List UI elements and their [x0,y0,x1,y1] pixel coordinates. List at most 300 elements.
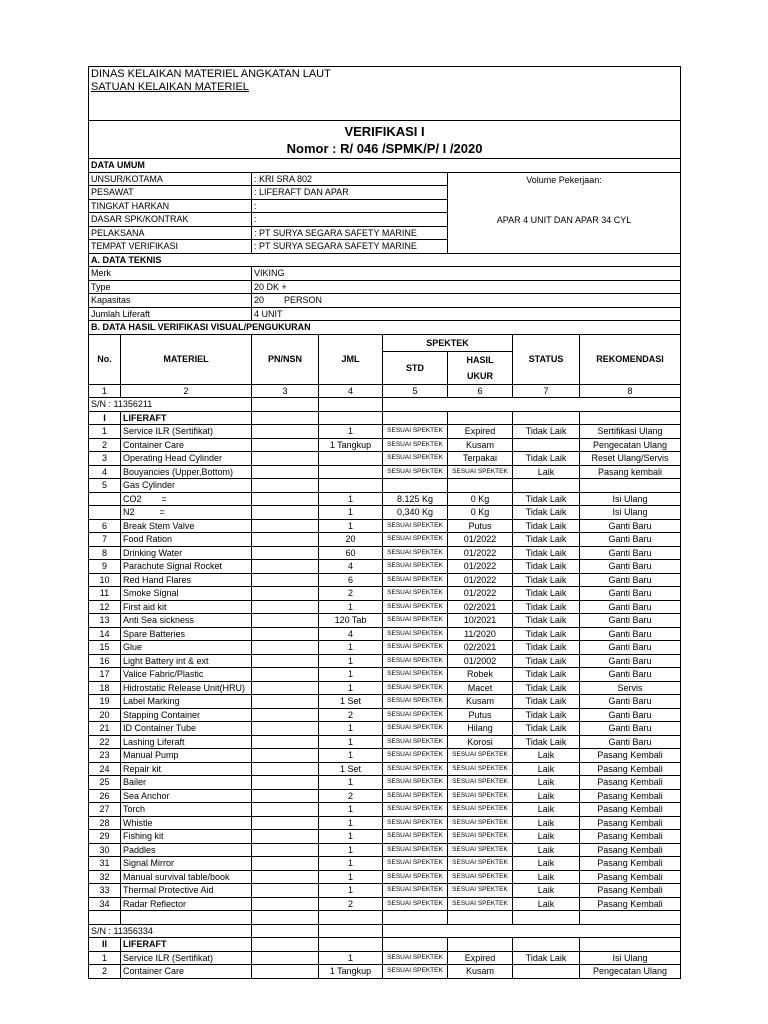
item-rekomendasi: Ganti Baru [580,735,681,749]
item-pnnsn [252,735,319,749]
item-status: Tidak Laik [513,425,580,439]
item-hasil: SESUAI SPEKTEK [448,803,513,817]
table-row [89,897,681,911]
item-materiel: Lashing Liferaft [121,735,252,749]
item-materiel: N2 = [121,506,252,520]
item-status: Tidak Laik [513,519,580,533]
item-status: Tidak Laik [513,695,580,709]
empty-cell [319,411,383,425]
item-no: 2 [89,965,121,979]
item-rekomendasi: Ganti Baru [580,587,681,601]
col-number: 8 [580,384,681,398]
table-row [89,614,681,628]
item-jml: 4 [319,560,383,574]
item-hasil: Expired [448,425,513,439]
item-jml: 2 [319,789,383,803]
item-jml: 1 [319,816,383,830]
data-umum-label: PESAWAT [89,186,252,200]
data-teknis-row [89,294,681,308]
section-data-umum: DATA UMUM [89,159,681,173]
item-no: 28 [89,816,121,830]
item-std: SESUAI SPEKTEK [383,519,448,533]
item-no: 5 [89,479,121,493]
data-teknis-label: Kapasitas [89,294,252,308]
item-std: SESUAI SPEKTEK [383,573,448,587]
item-no: 13 [89,614,121,628]
empty-cell [252,411,319,425]
item-pnnsn [252,762,319,776]
item-no: 11 [89,587,121,601]
item-std: SESUAI SPEKTEK [383,762,448,776]
empty-cell [383,911,448,925]
item-no: 4 [89,465,121,479]
empty-cell [513,411,580,425]
item-std: SESUAI SPEKTEK [383,843,448,857]
item-no: 24 [89,762,121,776]
section-hasil: B. DATA HASIL VERIFIKASI VISUAL/PENGUKURAN [89,321,681,335]
item-rekomendasi: Ganti Baru [580,641,681,655]
empty-cell [580,911,681,925]
item-status: Laik [513,884,580,898]
table-row [89,654,681,668]
item-hasil: Putus [448,519,513,533]
empty-cell [319,924,383,938]
item-materiel: Thermal Protective Aid [121,884,252,898]
item-pnnsn [252,452,319,466]
table-row [89,735,681,749]
group-heading-row [89,938,681,952]
item-jml: 1 [319,951,383,965]
data-umum-row [89,172,681,186]
item-no: 19 [89,695,121,709]
table-row [89,641,681,655]
item-materiel: Label Marking [121,695,252,709]
item-rekomendasi: Ganti Baru [580,722,681,736]
item-rekomendasi: Isi Ulang [580,506,681,520]
item-materiel: Hidrostatic Release Unit(HRU) [121,681,252,695]
item-hasil: 11/2020 [448,627,513,641]
table-row [89,803,681,817]
item-jml: 1 [319,722,383,736]
item-rekomendasi: Pasang Kembali [580,870,681,884]
item-std: SESUAI SPEKTEK [383,951,448,965]
item-no: 15 [89,641,121,655]
item-materiel: Red Hand Flares [121,573,252,587]
item-hasil: 01/2002 [448,654,513,668]
table-row [89,816,681,830]
col-hasil-header: HASIL [448,351,513,368]
item-jml: 1 Set [319,762,383,776]
item-no: 6 [89,519,121,533]
item-hasil [448,479,513,493]
empty-cell [513,938,580,952]
item-hasil: Putus [448,708,513,722]
item-pnnsn [252,533,319,547]
column-header-row [89,334,681,351]
item-pnnsn [252,560,319,574]
item-rekomendasi: Pasang Kembali [580,762,681,776]
org-line-1: DINAS KELAIKAN MATERIEL ANGKATAN LAUT [91,68,331,80]
table-row [89,465,681,479]
data-teknis-value: VIKING [252,267,681,281]
item-rekomendasi: Ganti Baru [580,708,681,722]
item-std: SESUAI SPEKTEK [383,830,448,844]
col-no-header: No. [89,334,121,384]
data-umum-value: : LIFERAFT DAN APAR [252,186,448,200]
data-umum-value: : PT SURYA SEGARA SAFETY MARINE [252,226,448,240]
item-pnnsn [252,668,319,682]
item-hasil: SESUAI SPEKTEK [448,830,513,844]
item-no: 1 [89,951,121,965]
table-row [89,519,681,533]
item-rekomendasi: Ganti Baru [580,654,681,668]
item-std: SESUAI SPEKTEK [383,452,448,466]
item-pnnsn [252,695,319,709]
serial-number-row [89,924,681,938]
item-status: Laik [513,830,580,844]
col-number: 1 [89,384,121,398]
item-hasil: SESUAI SPEKTEK [448,870,513,884]
item-materiel: Smoke Signal [121,587,252,601]
table-row [89,668,681,682]
item-status: Tidak Laik [513,654,580,668]
item-no: 33 [89,884,121,898]
item-status: Tidak Laik [513,681,580,695]
col-spektek-header: SPEKTEK [383,334,513,351]
item-std: SESUAI SPEKTEK [383,857,448,871]
item-status: Tidak Laik [513,492,580,506]
item-status: Laik [513,897,580,911]
serial-number: S/N : 11356211 [89,398,252,412]
item-rekomendasi: Pasang Kembali [580,803,681,817]
empty-cell [89,911,121,925]
item-no: 27 [89,803,121,817]
data-teknis-value: 20 DK + [252,280,681,294]
col-ukur-header: UKUR [448,368,513,385]
item-std: SESUAI SPEKTEK [383,722,448,736]
item-std: SESUAI SPEKTEK [383,816,448,830]
empty-cell [319,911,383,925]
table-row [89,627,681,641]
item-materiel: Valice Fabric/Plastic [121,668,252,682]
item-status: Tidak Laik [513,452,580,466]
item-pnnsn [252,479,319,493]
item-jml: 1 [319,600,383,614]
item-materiel: Whistle [121,816,252,830]
item-no: 14 [89,627,121,641]
item-hasil: 0 Kg [448,506,513,520]
group-roman-numeral: I [89,411,121,425]
item-jml: 1 [319,506,383,520]
item-jml [319,465,383,479]
item-std: SESUAI SPEKTEK [383,681,448,695]
item-status: Tidak Laik [513,627,580,641]
item-jml: 1 [319,654,383,668]
table-row [89,789,681,803]
item-no: 22 [89,735,121,749]
item-status: Tidak Laik [513,573,580,587]
document-title: VERIFIKASI I [344,124,425,139]
data-umum-value: : KRI SRA 802 [252,172,448,186]
item-materiel: Parachute Signal Rocket [121,560,252,574]
item-no: 16 [89,654,121,668]
col-materiel-header: MATERIEL [121,334,252,384]
item-status: Tidak Laik [513,560,580,574]
item-no: 17 [89,668,121,682]
empty-cell [383,924,681,938]
item-pnnsn [252,425,319,439]
item-jml [319,479,383,493]
empty-cell [383,411,448,425]
item-jml: 1 Tangkup [319,438,383,452]
item-rekomendasi: Pasang Kembali [580,776,681,790]
table-row [89,533,681,547]
item-status: Tidak Laik [513,668,580,682]
spacer-row [89,911,681,925]
item-rekomendasi: Pasang Kembali [580,843,681,857]
item-materiel: Glue [121,641,252,655]
col-number: 4 [319,384,383,398]
item-materiel: Manual Pump [121,749,252,763]
item-status: Tidak Laik [513,641,580,655]
item-hasil: Expired [448,951,513,965]
item-materiel: ID Container Tube [121,722,252,736]
item-rekomendasi: Pasang Kembali [580,857,681,871]
item-pnnsn [252,803,319,817]
table-row [89,884,681,898]
item-hasil: Robek [448,668,513,682]
item-hasil: 02/2021 [448,641,513,655]
item-jml: 1 [319,425,383,439]
item-hasil: 0 Kg [448,492,513,506]
item-no: 18 [89,681,121,695]
item-jml: 2 [319,897,383,911]
item-materiel: Light Battery int & ext [121,654,252,668]
item-rekomendasi: Ganti Baru [580,519,681,533]
col-number: 7 [513,384,580,398]
item-jml: 1 [319,803,383,817]
item-no: 34 [89,897,121,911]
item-no: 1 [89,425,121,439]
data-umum-value: : [252,199,448,213]
col-number: 3 [252,384,319,398]
item-no [89,506,121,520]
item-pnnsn [252,627,319,641]
item-rekomendasi: Ganti Baru [580,573,681,587]
item-pnnsn [252,830,319,844]
item-pnnsn [252,546,319,560]
verification-sheet [88,66,680,979]
item-status: Tidak Laik [513,735,580,749]
data-umum-value: : [252,213,448,227]
item-pnnsn [252,654,319,668]
empty-cell [252,938,319,952]
data-teknis-label: Merk [89,267,252,281]
item-std: SESUAI SPEKTEK [383,641,448,655]
empty-cell [121,911,252,925]
item-materiel: Signal Mirror [121,857,252,871]
item-no: 26 [89,789,121,803]
item-status: Tidak Laik [513,506,580,520]
group-name: LIFERAFT [121,411,252,425]
serial-number-row [89,398,681,412]
item-std: SESUAI SPEKTEK [383,560,448,574]
item-pnnsn [252,722,319,736]
item-no: 23 [89,749,121,763]
table-row [89,587,681,601]
item-no: 9 [89,560,121,574]
item-status: Tidak Laik [513,614,580,628]
item-materiel: Fishing kit [121,830,252,844]
data-umum-value: : PT SURYA SEGARA SAFETY MARINE [252,240,448,254]
item-std: SESUAI SPEKTEK [383,870,448,884]
item-std: SESUAI SPEKTEK [383,668,448,682]
item-no: 32 [89,870,121,884]
item-rekomendasi [580,479,681,493]
item-pnnsn [252,641,319,655]
item-status: Tidak Laik [513,587,580,601]
item-hasil: Kusam [448,965,513,979]
table-row [89,479,681,493]
item-rekomendasi: Isi Ulang [580,492,681,506]
item-pnnsn [252,614,319,628]
table-row [89,708,681,722]
item-jml: 60 [319,546,383,560]
verification-table [88,66,681,979]
item-rekomendasi: Pasang Kembali [580,749,681,763]
item-no: 29 [89,830,121,844]
item-status: Tidak Laik [513,546,580,560]
item-jml: 120 Tab [319,614,383,628]
item-pnnsn [252,438,319,452]
item-pnnsn [252,951,319,965]
item-std: SESUAI SPEKTEK [383,803,448,817]
item-std: SESUAI SPEKTEK [383,627,448,641]
item-hasil: Terpakai [448,452,513,466]
item-status: Tidak Laik [513,951,580,965]
item-hasil: 01/2022 [448,546,513,560]
volume-value: APAR 4 UNIT DAN APAR 34 CYL [496,214,632,225]
item-jml: 6 [319,573,383,587]
item-pnnsn [252,587,319,601]
item-pnnsn [252,749,319,763]
empty-cell [448,938,513,952]
item-jml: 2 [319,708,383,722]
col-rekomendasi-header: REKOMENDASI [580,334,681,384]
item-rekomendasi: Ganti Baru [580,668,681,682]
empty-cell [252,911,319,925]
table-row [89,492,681,506]
table-row [89,438,681,452]
data-teknis-value: 4 UNIT [252,307,681,321]
item-status: Laik [513,870,580,884]
item-pnnsn [252,573,319,587]
item-std: SESUAI SPEKTEK [383,533,448,547]
col-number: 6 [448,384,513,398]
item-materiel: Sea Anchor [121,789,252,803]
org-line-2: SATUAN KELAIKAN MATERIEL [91,81,249,93]
data-teknis-value: 20 PERSON [252,294,681,308]
item-hasil: 02/2021 [448,600,513,614]
item-jml: 1 [319,843,383,857]
item-std: SESUAI SPEKTEK [383,789,448,803]
item-std: SESUAI SPEKTEK [383,465,448,479]
item-status: Laik [513,816,580,830]
item-materiel: Anti Sea sickness [121,614,252,628]
col-pnnsn-header: PN/NSN [252,334,319,384]
item-no: 12 [89,600,121,614]
group-roman-numeral: II [89,938,121,952]
item-status: Laik [513,465,580,479]
item-status: Laik [513,843,580,857]
item-status: Tidak Laik [513,722,580,736]
item-no: 7 [89,533,121,547]
item-pnnsn [252,506,319,520]
item-hasil: 01/2022 [448,560,513,574]
item-jml: 1 [319,870,383,884]
data-teknis-label: Jumlah Liferaft [89,307,252,321]
item-materiel: Food Ration [121,533,252,547]
item-no: 30 [89,843,121,857]
data-umum-label: TINGKAT HARKAN [89,199,252,213]
item-materiel: Torch [121,803,252,817]
item-pnnsn [252,681,319,695]
item-hasil: SESUAI SPEKTEK [448,884,513,898]
empty-cell [252,398,319,412]
item-materiel: Bailer [121,776,252,790]
item-std: SESUAI SPEKTEK [383,546,448,560]
volume-label: Volume Pekerjaan: [526,174,602,185]
item-jml: 1 Set [319,695,383,709]
empty-cell [580,938,681,952]
item-hasil: SESUAI SPEKTEK [448,762,513,776]
table-row [89,857,681,871]
item-std: SESUAI SPEKTEK [383,735,448,749]
table-row [89,506,681,520]
item-pnnsn [252,857,319,871]
item-materiel: Service ILR (Sertifikat) [121,951,252,965]
item-materiel: Gas Cylinder [121,479,252,493]
item-no: 2 [89,438,121,452]
data-umum-label: DASAR SPK/KONTRAK [89,213,252,227]
item-status: Laik [513,749,580,763]
item-materiel: Operating Head Cylinder [121,452,252,466]
empty-cell [580,411,681,425]
item-hasil: SESUAI SPEKTEK [448,789,513,803]
item-jml: 1 [319,735,383,749]
item-materiel: Service ILR (Sertifikat) [121,425,252,439]
item-status: Laik [513,803,580,817]
col-jml-header: JML [319,334,383,384]
item-jml: 1 [319,641,383,655]
item-rekomendasi: Pasang Kembali [580,816,681,830]
item-status: Tidak Laik [513,533,580,547]
item-status: Tidak Laik [513,708,580,722]
item-rekomendasi: Pengecatan Ulang [580,438,681,452]
item-materiel: CO2 = [121,492,252,506]
item-no: 20 [89,708,121,722]
table-row [89,681,681,695]
item-status [513,965,580,979]
item-no: 31 [89,857,121,871]
item-std: SESUAI SPEKTEK [383,749,448,763]
data-teknis-row [89,307,681,321]
item-status: Laik [513,857,580,871]
empty-cell [252,924,319,938]
item-std: SESUAI SPEKTEK [383,776,448,790]
item-rekomendasi: Pasang Kembali [580,897,681,911]
item-std: SESUAI SPEKTEK [383,695,448,709]
